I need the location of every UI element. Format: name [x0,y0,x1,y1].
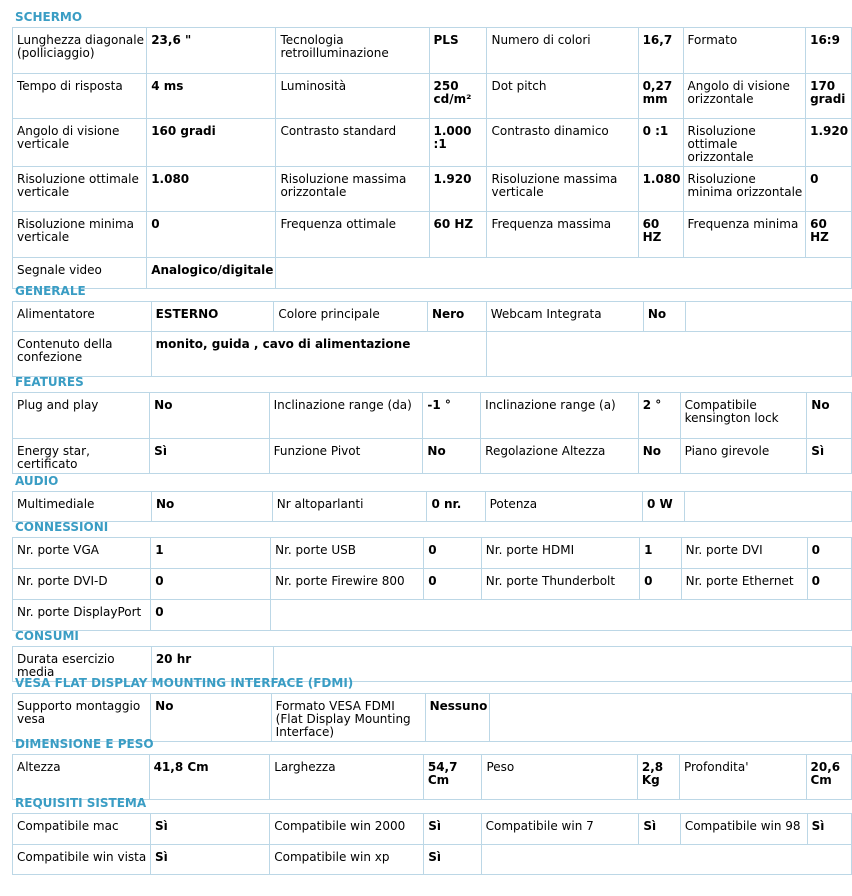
section-title-features: FEATURES [15,375,84,389]
spec-value: Sì [151,845,270,875]
spec-row [13,332,852,377]
spec-value: 0 W [642,492,684,522]
spec-value: 1.080 [638,167,683,212]
spec-label: Frequenza ottimale [276,212,429,258]
empty-cell [273,647,851,682]
spec-value: Analogico/digitale [147,258,276,289]
spec-row [13,119,852,167]
spec-label: Nr. porte Firewire 800 [271,569,424,600]
spec-row [13,600,852,631]
spec-label: Supporto montaggio vesa [13,694,151,742]
spec-label: Frequenza minima [683,212,806,258]
spec-value: ESTERNO [151,302,274,332]
spec-label: Nr. porte DVI-D [13,569,151,600]
spec-label: Angolo di visione orizzontale [683,74,806,119]
spec-label: Luminosità [276,74,429,119]
spec-value: 0 [424,569,482,600]
spec-label: Tempo di risposta [13,74,147,119]
section-title-connessioni: CONNESSIONI [15,520,109,534]
spec-value: 1.920 [429,167,487,212]
spec-value: 2 ° [638,393,680,439]
spec-row [13,538,852,569]
spec-value: Sì [807,439,852,474]
spec-value: 0,27 mm [638,74,683,119]
spec-value: 23,6 " [147,28,276,74]
spec-value: No [150,393,269,439]
spec-label: Nr. porte Ethernet [681,569,807,600]
spec-value: 0 nr. [427,492,485,522]
spec-row [13,167,852,212]
spec-value: 0 [807,569,851,600]
spec-table-audio [12,491,852,522]
spec-value: Sì [807,814,851,845]
spec-row [13,492,852,522]
spec-value: 1.000 :1 [429,119,487,167]
spec-label: Compatibile win 2000 [270,814,424,845]
spec-label: Alimentatore [13,302,152,332]
empty-cell [486,332,851,377]
spec-label: Angolo di visione verticale [13,119,147,167]
section-title-generale: GENERALE [15,284,86,298]
spec-label: Contrasto standard [276,119,429,167]
spec-label: Compatibile win 7 [481,814,639,845]
spec-value: 60 HZ [429,212,487,258]
spec-value: 2,8 Kg [637,755,679,800]
spec-value: Sì [151,814,270,845]
spec-value: 250 cd/m² [429,74,487,119]
spec-value: -1 ° [423,393,481,439]
section-title-vesa-flat-display-mounting-interface-fdmi: VESA FLAT DISPLAY MOUNTING INTERFACE (FDMI) [15,676,354,690]
spec-label: Profondita' [679,755,806,800]
spec-label: Colore principale [274,302,428,332]
spec-table-requisiti-sistema [12,813,852,875]
spec-label: Nr. porte VGA [13,538,151,569]
section-title-audio: AUDIO [15,474,59,488]
spec-label: Compatibile mac [13,814,151,845]
spec-row [13,212,852,258]
spec-value: 0 :1 [638,119,683,167]
spec-value: 0 [424,538,482,569]
spec-label: Larghezza [270,755,424,800]
spec-label: Compatibile kensington lock [680,393,807,439]
spec-label: Compatibile win 98 [680,814,807,845]
spec-table-vesa-flat-display-mounting-interface-fdmi [12,693,852,742]
spec-value: 60 HZ [806,212,852,258]
spec-value: monito, guida , cavo di alimentazione [151,332,486,377]
spec-row [13,28,852,74]
spec-value: 1.080 [147,167,276,212]
section-title-consumi: CONSUMI [15,629,79,643]
spec-label: Nr. porte HDMI [481,538,639,569]
spec-value: 160 gradi [147,119,276,167]
spec-label: Inclinazione range (a) [481,393,639,439]
spec-value: 0 [151,600,271,631]
spec-value: 16,7 [638,28,683,74]
spec-row [13,569,852,600]
spec-label: Nr altoparlanti [272,492,427,522]
empty-cell [684,492,851,522]
spec-value: 0 [806,167,852,212]
spec-label: Segnale video [13,258,147,289]
spec-value: PLS [429,28,487,74]
spec-label: Nr. porte Thunderbolt [481,569,639,600]
spec-value: 1.920 [806,119,852,167]
spec-label: Dot pitch [487,74,638,119]
empty-cell [490,694,852,742]
spec-value: No [638,439,680,474]
spec-label: Contrasto dinamico [487,119,638,167]
empty-cell [271,600,852,631]
spec-value: No [423,439,481,474]
spec-value: 0 [640,569,681,600]
spec-row [13,302,852,332]
spec-label: Multimediale [13,492,152,522]
spec-label: Risoluzione massima verticale [487,167,638,212]
spec-value: 41,8 Cm [149,755,270,800]
spec-label: Risoluzione ottimale orizzontale [683,119,806,167]
section-title-requisiti-sistema: REQUISITI SISTEMA [15,796,147,810]
spec-label: Compatibile win xp [270,845,424,875]
spec-table-connessioni [12,537,852,631]
section-title-dimensione-e-peso: DIMENSIONE E PESO [15,737,154,751]
spec-label: Risoluzione ottimale verticale [13,167,147,212]
spec-value: 0 [147,212,276,258]
spec-value: 54,7 Cm [423,755,482,800]
spec-label: Piano girevole [680,439,807,474]
spec-value: 0 [151,569,271,600]
spec-label: Nr. porte DisplayPort [13,600,151,631]
spec-value: 0 [807,538,851,569]
spec-value: No [807,393,852,439]
empty-cell [685,302,851,332]
spec-row [13,755,852,800]
spec-value: Nessuno [425,694,490,742]
spec-label: Altezza [13,755,150,800]
spec-label: Risoluzione minima verticale [13,212,147,258]
spec-value: 60 HZ [638,212,683,258]
empty-cell [481,845,851,875]
spec-value: 20,6 Cm [806,755,852,800]
spec-value: Sì [424,845,481,875]
spec-table-dimensione-e-peso [12,754,852,800]
spec-label: Inclinazione range (da) [269,393,423,439]
spec-value: 170 gradi [806,74,852,119]
spec-value: Nero [427,302,486,332]
spec-value: Sì [150,439,269,474]
spec-label: Numero di colori [487,28,638,74]
spec-value: No [643,302,685,332]
spec-label: Durata esercizio media [13,647,152,682]
spec-value: No [152,492,273,522]
spec-label: Tecnologia retroilluminazione [276,28,429,74]
spec-value: 4 ms [147,74,276,119]
spec-value: No [151,694,272,742]
spec-label: Lunghezza diagonale (polliciaggio) [13,28,147,74]
spec-label: Contenuto della confezione [13,332,152,377]
spec-label: Regolazione Altezza [481,439,639,474]
spec-row [13,74,852,119]
spec-label: Risoluzione massima orizzontale [276,167,429,212]
spec-label: Webcam Integrata [486,302,643,332]
spec-label: Frequenza massima [487,212,638,258]
spec-label: Potenza [485,492,642,522]
spec-label: Funzione Pivot [269,439,423,474]
section-title-schermo: SCHERMO [15,10,83,24]
spec-value: 20 hr [151,647,273,682]
empty-cell [276,258,852,289]
spec-row [13,845,852,875]
spec-label: Plug and play [13,393,150,439]
spec-label: Energy star, certificato [13,439,150,474]
spec-value: 16:9 [806,28,852,74]
spec-label: Nr. porte DVI [681,538,807,569]
spec-label: Formato VESA FDMI (Flat Display Mounting Interface) [271,694,425,742]
spec-value: Sì [424,814,481,845]
spec-table-features [12,392,852,474]
spec-label: Peso [482,755,637,800]
spec-label: Compatibile win vista [13,845,151,875]
spec-row [13,814,852,845]
spec-row [13,393,852,439]
spec-row [13,258,852,289]
spec-row [13,439,852,474]
spec-label: Nr. porte USB [271,538,424,569]
spec-value: 1 [640,538,681,569]
spec-label: Risoluzione minima orizzontale [683,167,806,212]
spec-label: Formato [683,28,806,74]
spec-value: 1 [151,538,271,569]
spec-row [13,694,852,742]
spec-table-schermo [12,27,852,289]
spec-value: Sì [639,814,681,845]
spec-table-generale [12,301,852,377]
